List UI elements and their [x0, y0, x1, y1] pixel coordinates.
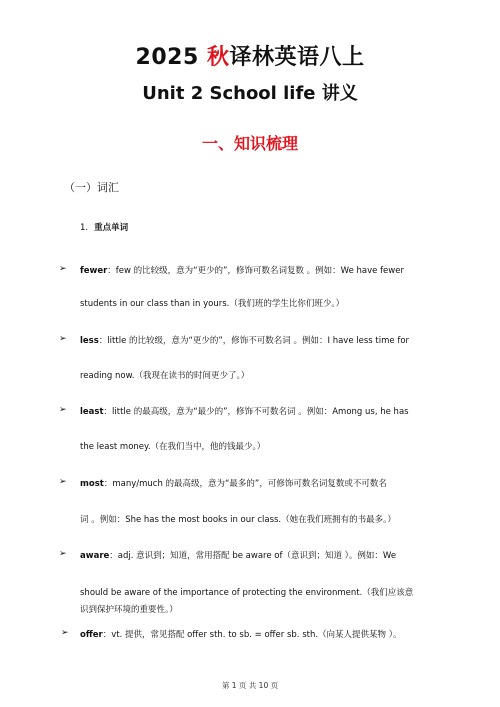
numbered-heading	[80, 221, 128, 233]
vocab-entry-most	[80, 477, 387, 489]
list-heading-text: 重点单词	[94, 223, 129, 233]
bullet-icon: ➢	[59, 334, 67, 344]
vocab-text-line: students in our class than in yours.（我们班的学生比你们班少。）	[80, 299, 345, 309]
vocab-word: fewer	[80, 266, 108, 276]
bullet-icon: ➢	[59, 405, 67, 415]
vocab-word: most	[80, 479, 104, 489]
vocab-text: ：few 的比较级，意为“更少的”，修饰可数名词复数 。例如：We have fewer	[107, 266, 404, 276]
vocab-text-line: 识到保护环境的重要性。）	[80, 605, 178, 615]
page-footer: 第 1 页 共 10 页	[221, 681, 279, 690]
vocab-word: least	[80, 407, 104, 417]
title-year: 2025	[135, 45, 199, 70]
vocab-word: aware	[80, 551, 110, 561]
bullet-icon: ➢	[59, 264, 67, 274]
vocab-word: offer	[80, 630, 103, 640]
vocab-text-line: reading now.（我现在读书的时间更少了。）	[80, 371, 250, 381]
vocab-text: ：vt. 提供，常见搭配 offer sth. to sb. = offer sb. sth.（向某人提供某物 ）。	[102, 630, 402, 640]
document-subtitle: Unit 2 School life 讲义	[142, 83, 358, 104]
list-number: 1.	[80, 223, 89, 233]
vocab-text: ：little 的最高级，意为“最少的”，修饰不可数名词 。例如：Among us, he has	[103, 407, 409, 417]
vocab-text: ：little 的比较级，意为“更少的”，修饰不可数名词 。例如：I have less time for	[98, 336, 410, 346]
bullet-icon: ➢	[61, 628, 69, 638]
bullet-icon: ➢	[59, 477, 67, 487]
vocab-entry-least	[80, 405, 409, 417]
subsection-heading: （一）词汇	[64, 181, 119, 194]
vocab-entry-offer	[80, 628, 402, 640]
title-rest: 译林英语八上	[229, 45, 365, 70]
vocab-entry-aware	[80, 549, 396, 561]
vocab-word: less	[80, 336, 99, 346]
section-heading: 一、知识梳理	[201, 134, 298, 153]
vocab-entry-less	[80, 334, 409, 346]
vocab-text: ：many/much 的最高级，意为“最多的”，可修饰可数名词复数或不可数名	[103, 479, 387, 489]
vocab-entry-fewer	[80, 264, 404, 276]
vocab-text-line: 词 。例如：She has the most books in our class.（她在我们班拥有的书最多。）	[80, 515, 396, 525]
vocab-text: ：adj. 意识到；知道，常用搭配 be aware of（意识到；知道 ）。例如：We	[109, 551, 397, 561]
document-title	[0, 40, 500, 71]
bullet-icon: ➢	[59, 549, 67, 559]
vocab-text-line: the least money.（在我们当中，他的钱最少。）	[80, 442, 266, 452]
title-accent: 秋	[206, 45, 230, 70]
vocab-text-line: should be aware of the importance of protecting the environment.（我们应该意	[80, 588, 414, 598]
